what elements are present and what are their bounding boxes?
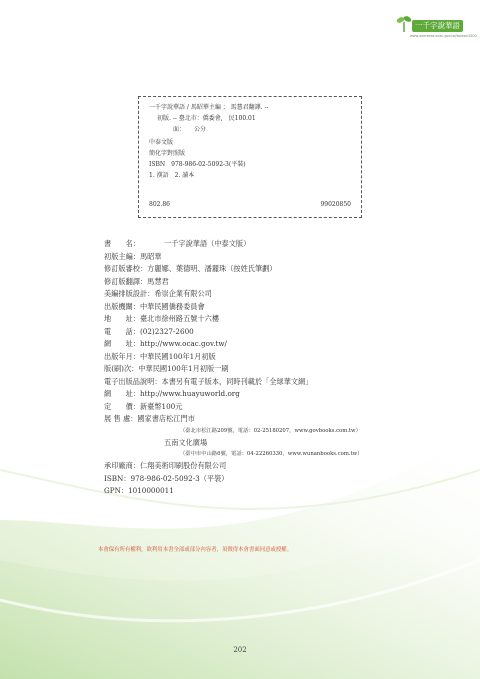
colophon-row-address: [104, 313, 444, 326]
row-label: GPN：: [104, 486, 129, 495]
sales-detail-1: （臺北市松江路209號，電話：02-25180207，www.govbooks.com.tw）: [180, 427, 361, 434]
logo-badge: 一千字說華語: [412, 20, 463, 32]
row-value: 馬昭華: [139, 251, 162, 261]
row-value: 國家書店松江門市: [137, 414, 195, 423]
colophon-row-pub-date: [104, 351, 444, 364]
colophon-row-publisher: [104, 301, 444, 314]
row-value: 臺北市徐州路五號十六樓: [139, 314, 220, 323]
row-label: 修訂版翻譯：: [104, 276, 148, 286]
row-label: 初版主編：: [104, 251, 140, 261]
row-label: ISBN：: [104, 473, 131, 483]
row-label: 網 址：: [104, 339, 140, 348]
colophon-row-edition: [104, 363, 444, 376]
row-value: (02)2327-2600: [139, 326, 194, 336]
logo: [396, 14, 477, 40]
cip-line: 面： 公分: [173, 126, 207, 133]
colophon: [104, 238, 444, 498]
cip-box: [138, 96, 362, 218]
cip-line: 1. 漢語 2. 讀本: [149, 172, 195, 179]
row-value: 馬慧君: [147, 276, 169, 286]
row-label: 美編排版設計：: [104, 289, 155, 298]
sales-store-2: 五南文化廣場: [164, 437, 208, 447]
row-value: 一千字說華語（中泰文版）: [164, 239, 251, 248]
colophon-row-design: [104, 288, 444, 301]
row-value: 中華民國僑務委員會: [139, 301, 205, 311]
colophon-row-title: [104, 238, 444, 251]
cip-record-number: 99020850: [320, 201, 351, 208]
cip-line: 初版. -- 臺北市：僑委會, 民100.01: [157, 115, 256, 122]
row-label: 承印廠商：: [104, 461, 140, 470]
row-label: 修訂版審校：: [104, 264, 148, 273]
row-value: 仁翔美術印刷股份有限公司: [139, 461, 227, 470]
row-value: 新臺幣100元: [139, 401, 183, 411]
cip-line: 一千字說華語 / 馬昭華主編 ； 馬慧君翻譯. --: [149, 104, 269, 111]
colophon-row-editor: [104, 251, 444, 264]
row-value: 978-986-02-5092-3（平裝）: [130, 473, 229, 483]
cip-line: 簡化字對照版: [149, 150, 186, 157]
colophon-row-website2: [104, 388, 444, 401]
colophon-row-website: [104, 338, 444, 351]
colophon-row-phone: [104, 326, 444, 339]
row-label: 電 話：: [104, 326, 140, 336]
row-label: 版(刷)次：: [104, 364, 139, 373]
copyright-notice: 本會保有所有權利，欲利用本書全部或部分內容者，須徵得本會書面同意或授權。: [98, 547, 293, 553]
cip-line: ISBN 978-986-02-5092-3(平裝): [149, 161, 246, 168]
row-value: 中華民國100年1月初版: [139, 351, 216, 361]
row-value: 1010000011: [128, 486, 174, 495]
row-value: http://www.ocac.gov.tw/: [139, 339, 227, 348]
colophon-row-gpn: [104, 485, 444, 498]
logo-subtitle: www.overseas.ocac.gov.tw/taiwan1000: [410, 34, 477, 38]
row-value: 方麗娜、葉德明、潘麗珠（按姓氏筆劃）: [147, 264, 277, 273]
row-label: 出版年月：: [104, 351, 140, 361]
colophon-row-reviewers: [104, 263, 444, 276]
sales-detail-2: （臺中市中山路6號，電話：04-22260330，www.wunanbooks.com.tw）: [180, 451, 363, 457]
row-label: 網 址：: [104, 389, 140, 398]
sprout-icon: [396, 14, 412, 32]
colophon-row-translator: [104, 276, 444, 289]
row-label: 電子出版品說明：: [104, 376, 162, 386]
colophon-row-printer: [104, 460, 444, 473]
row-value: 本書另有電子版本，同時刊載於「全球華文網」: [161, 376, 313, 386]
colophon-row-isbn: [104, 473, 444, 486]
row-value: 中華民國100年1月初版一刷: [138, 364, 229, 373]
row-label: 地 址：: [104, 314, 140, 323]
cip-classification: 802.86: [149, 201, 170, 208]
colophon-row-sales: [104, 413, 444, 426]
page-number: 202: [233, 646, 247, 654]
colophon-row-ebook: [104, 376, 444, 389]
colophon-row-price: [104, 401, 444, 414]
row-value: 希崇企業有限公司: [154, 289, 212, 298]
row-label: 展 售 處：: [104, 414, 138, 423]
row-label: 定 價：: [104, 401, 140, 411]
row-value: http://www.huayuworld.org: [139, 389, 240, 398]
row-label: 書 名：: [104, 239, 140, 248]
row-label: 出版機關：: [104, 301, 140, 311]
cip-line: 中泰文版: [149, 139, 174, 146]
